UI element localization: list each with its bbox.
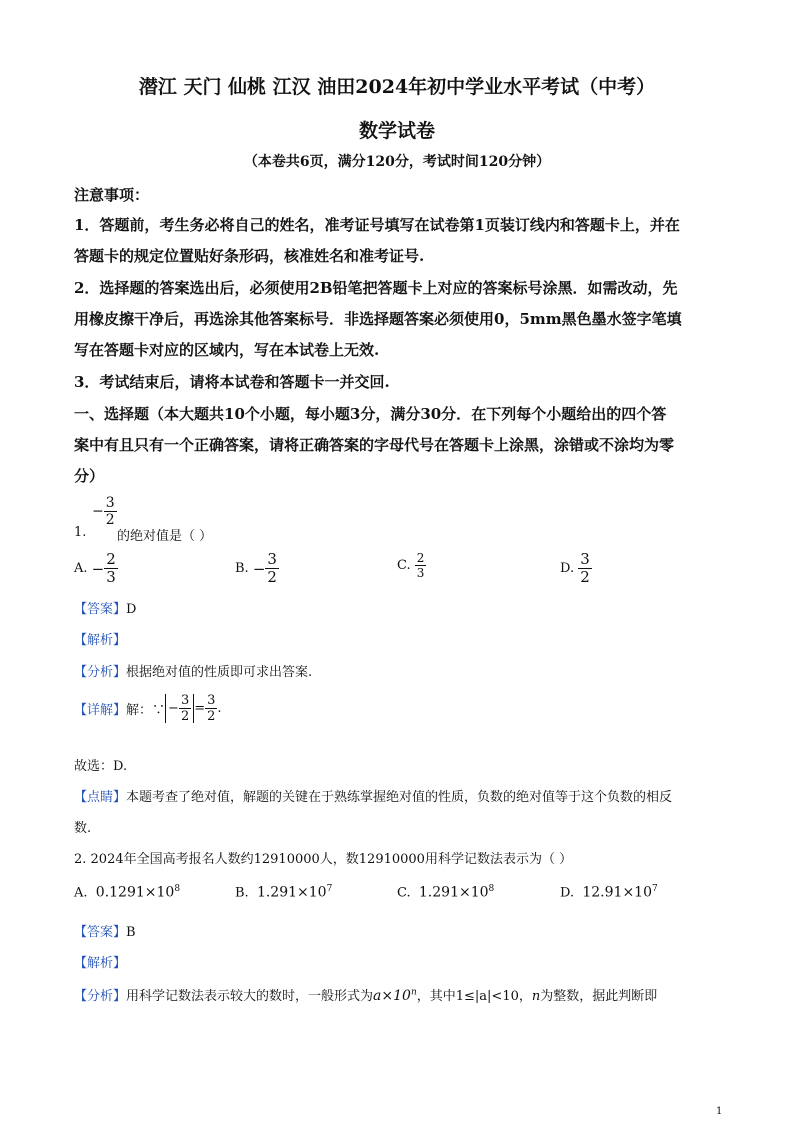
option-exp: 8 <box>488 884 495 894</box>
answer-value: D <box>126 602 137 617</box>
q1-option-d[interactable] <box>560 552 592 585</box>
fenxi-text-a: 用科学记数法表示较大的数时，一般形式为 <box>126 989 374 1004</box>
option-exp: 7 <box>326 884 333 894</box>
fenxi-tag: 【分析】 <box>74 665 127 680</box>
section1-line-1: 一、选择题（本大题共10个小题，每小题3分，满分30分．在下列每个小题给出的四个答 <box>74 405 667 423</box>
xj-end: . <box>217 701 222 716</box>
option-label: A. <box>74 885 88 901</box>
fenxi-text-b: ，其中 <box>416 989 456 1004</box>
option-label: D. <box>560 561 575 576</box>
section1-line-3: 分） <box>74 467 105 485</box>
notice-3-line-1: 3．考试结束后，请将本试卷和答题卡一并交回. <box>74 373 390 391</box>
q2-option-a[interactable] <box>74 884 180 900</box>
q2-stem: 2. 2024年全国高考报名人数约12910000人，数12910000用科学记数法表示为（ ） <box>74 852 573 867</box>
q2-option-d[interactable] <box>560 884 658 900</box>
dianjing-text: 本题考查了绝对值，解题的关键在于熟练掌握绝对值的性质，负数的绝对值等于这个负数的相反 <box>126 790 673 805</box>
q2-answer <box>74 921 136 940</box>
option-base: 12.91×10 <box>582 884 652 901</box>
xj-res-num: 3 <box>207 693 216 708</box>
xiangjie-prefix: 解：∵ <box>126 703 166 718</box>
notice-2-line-1: 2．选择题的答案选出后，必须使用2B铅笔把答题卡上对应的答案标号涂黑．如需改动，先 <box>74 279 678 297</box>
q1-answer <box>74 598 136 617</box>
exam-note: （本卷共6页，满分120分，考试时间120分钟） <box>243 154 551 170</box>
q2-fenxi <box>74 985 657 1004</box>
fenxi-condition: 1≤|a|<10 <box>455 989 519 1004</box>
fenxi-text: 根据绝对值的性质即可求出答案. <box>126 665 313 680</box>
q2-analysis-tag: 【解析】 <box>74 956 127 971</box>
option-label: C. <box>397 885 411 901</box>
option-den: 3 <box>416 566 425 580</box>
answer-tag: 【答案】 <box>74 925 127 940</box>
notice-1-line-1: 1．答题前，考生务必将自己的姓名，准考证号填写在试卷第1页装订线内和答题卡上，并在 <box>74 216 680 234</box>
notice-heading: 注意事项： <box>74 186 150 204</box>
abs-value-bars: − $\frac{3}{2}$ <box>165 694 194 723</box>
q1-analysis-tag: 【解析】 <box>74 633 127 648</box>
option-den: 2 <box>580 568 590 586</box>
q2-option-c[interactable] <box>397 884 494 900</box>
option-label: A. <box>74 561 88 576</box>
q1-dianjing-line-2: 数. <box>74 821 92 836</box>
option-num: 3 <box>267 550 277 568</box>
option-num: 3 <box>580 550 590 568</box>
q1-fenxi <box>74 661 312 680</box>
xj-equals: = <box>194 701 206 716</box>
q2-option-b[interactable] <box>235 884 332 900</box>
q1-stem-sign: − <box>92 503 104 520</box>
fenxi-tag: 【分析】 <box>74 989 127 1004</box>
fenxi-n: n <box>531 989 541 1004</box>
option-den: 2 <box>267 568 277 586</box>
option-label: C. <box>397 558 411 573</box>
fenxi-text-d: 为整数，据此判断即 <box>540 989 658 1004</box>
answer-value: B <box>126 925 136 940</box>
q1-stem-num: 3 <box>105 495 115 511</box>
q1-option-a[interactable] <box>74 552 118 585</box>
option-label: B. <box>235 561 249 576</box>
q1-xiangjie <box>74 694 222 723</box>
answer-tag: 【答案】 <box>74 602 127 617</box>
fenxi-text-c: ， <box>518 989 532 1004</box>
option-num: 2 <box>416 551 425 565</box>
option-base: 0.1291×10 <box>95 884 175 901</box>
option-label: B. <box>235 885 249 901</box>
xiangjie-tag: 【详解】 <box>74 703 127 718</box>
q1-dianjing-line-1 <box>74 786 672 805</box>
notice-2-line-2: 用橡皮擦干净后，再选涂其他答案标号．非选择题答案必须使用0，5mm黑色墨水签字笔填 <box>74 310 682 328</box>
exam-subtitle: 数学试卷 <box>358 120 435 142</box>
option-base: 1.291×10 <box>256 884 327 901</box>
notice-1-line-2: 答题卡的规定位置贴好条形码，核准姓名和准考证号. <box>74 247 425 265</box>
option-label: D. <box>560 885 575 901</box>
q1-number: 1. <box>74 525 87 540</box>
q1-stem-suffix: 的绝对值是（ ） <box>117 529 213 544</box>
q1-stem-fraction <box>92 496 117 527</box>
exam-title: 潜江 天门 仙桃 江汉 油田2024年初中学业水平考试（中考） <box>138 76 656 98</box>
option-exp: 7 <box>651 884 658 894</box>
q1-stem-den: 2 <box>105 512 115 528</box>
option-base: 1.291×10 <box>418 884 489 901</box>
q1-choose: 故选：D. <box>74 759 128 774</box>
xj-den: 2 <box>180 709 190 724</box>
option-num: 2 <box>106 550 116 568</box>
xj-num: 3 <box>180 693 190 708</box>
xj-res-den: 2 <box>207 709 216 724</box>
q1-option-b[interactable] <box>235 552 279 585</box>
notice-2-line-3: 写在答题卡对应的区域内，写在本试卷上无效. <box>74 341 380 359</box>
option-exp: 8 <box>174 884 181 894</box>
fenxi-formula-exp: n <box>410 987 417 998</box>
page-number: 1 <box>716 1106 723 1117</box>
option-den: 3 <box>106 568 116 586</box>
option-sign: − <box>252 559 266 578</box>
option-sign: − <box>91 559 105 578</box>
section1-line-2: 案中有且只有一个正确答案，请将正确答案的字母代号在答题卡上涂黑，涂错或不涂均为零 <box>74 436 675 454</box>
dianjing-tag: 【点睛】 <box>74 790 127 805</box>
fenxi-formula: a×10 <box>373 988 411 1004</box>
q1-option-c[interactable] <box>397 552 426 579</box>
